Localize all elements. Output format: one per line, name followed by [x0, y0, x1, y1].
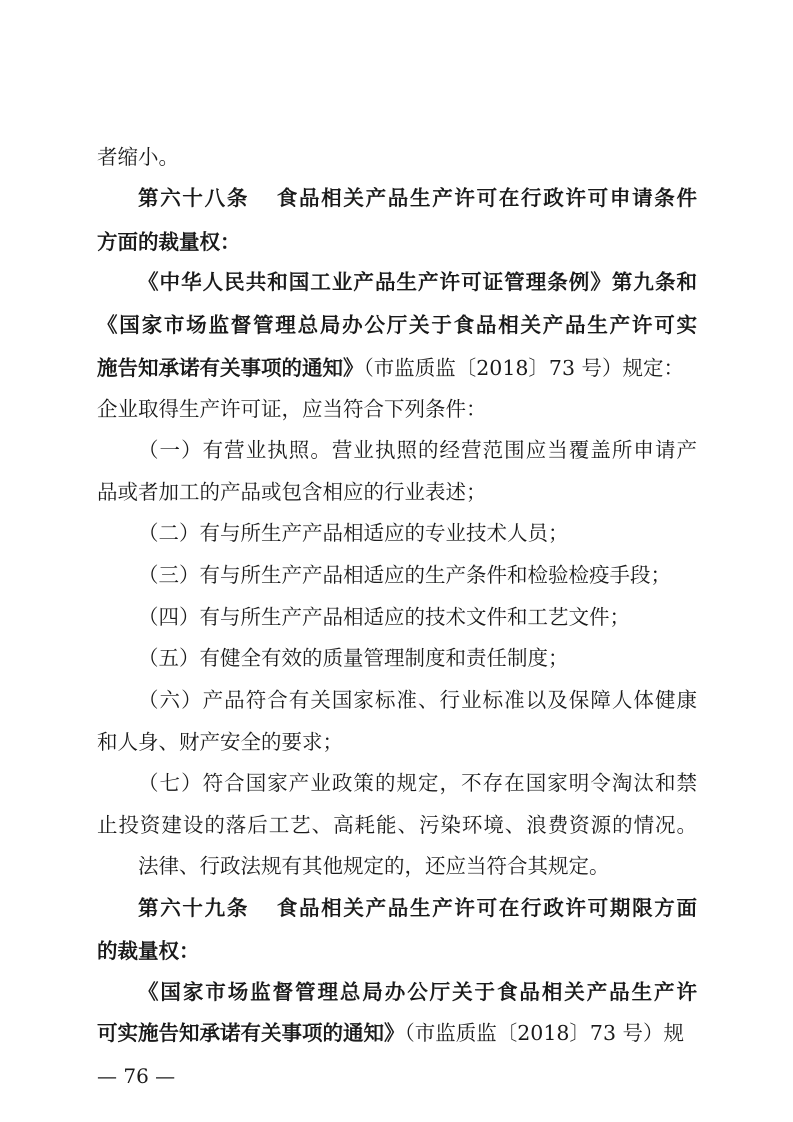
condition-item: （四）有与所生产产品相适应的技术文件和工艺文件； — [138, 605, 630, 629]
condition-item: （七）符合国家产业政策的规定，不存在国家明令淘汰和禁 — [138, 771, 697, 795]
condition-item-cont: 品或者加工的产品或包含相应的行业表述； — [97, 480, 487, 504]
condition-item: （二）有与所生产产品相适应的专业技术人员； — [138, 521, 569, 545]
text-line: 者缩小。 — [97, 145, 179, 169]
document-number: （市监质监〔2018〕73 号）规定： — [363, 356, 685, 380]
text-line — [97, 354, 697, 382]
notice-title-end: 可实施告知承诺有关事项的通知》 — [97, 1021, 405, 1045]
text-line: 《国家市场监督管理总局办公厅关于食品相关产品生产许可实 — [97, 313, 697, 337]
condition-item: （一）有营业执照。营业执照的经营范围应当覆盖所申请产 — [138, 438, 697, 462]
article-number: 第六十九条 — [138, 896, 250, 920]
notice-title-end: 施告知承诺有关事项的通知》 — [97, 356, 364, 380]
page-number: — 76 — — [97, 1064, 176, 1088]
text-line: 《中华人民共和国工业产品生产许可证管理条例》第九条和 — [138, 270, 697, 294]
condition-item: （三）有与所生产产品相适应的生产条件和检验检疫手段； — [138, 563, 671, 587]
text-line: 法律、行政法规有其他规定的，还应当符合其规定。 — [138, 854, 610, 878]
document-number: （市监质监〔2018〕73 号）规 — [404, 1021, 685, 1045]
text-line — [97, 1019, 697, 1047]
article-heading-69-cont: 的裁量权： — [97, 939, 200, 963]
article-heading-68-cont: 方面的裁量权： — [97, 230, 241, 254]
article-heading-69 — [138, 894, 697, 922]
text-line: 企业取得生产许可证，应当符合下列条件： — [97, 397, 487, 421]
condition-item: （六）产品符合有关国家标准、行业标准以及保障人体健康 — [138, 688, 697, 712]
text-line: 《国家市场监督管理总局办公厅关于食品相关产品生产许 — [138, 980, 697, 1004]
condition-item-cont: 止投资建设的落后工艺、高耗能、污染环境、浪费资源的情况。 — [97, 813, 697, 837]
article-title: 食品相关产品生产许可在行政许可申请条件 — [275, 186, 697, 210]
article-number: 第六十八条 — [138, 186, 250, 210]
article-heading-68 — [138, 184, 697, 212]
condition-item-cont: 和人身、财产安全的要求； — [97, 730, 343, 754]
article-title: 食品相关产品生产许可在行政许可期限方面 — [275, 896, 697, 920]
condition-item: （五）有健全有效的质量管理制度和责任制度； — [138, 646, 569, 670]
